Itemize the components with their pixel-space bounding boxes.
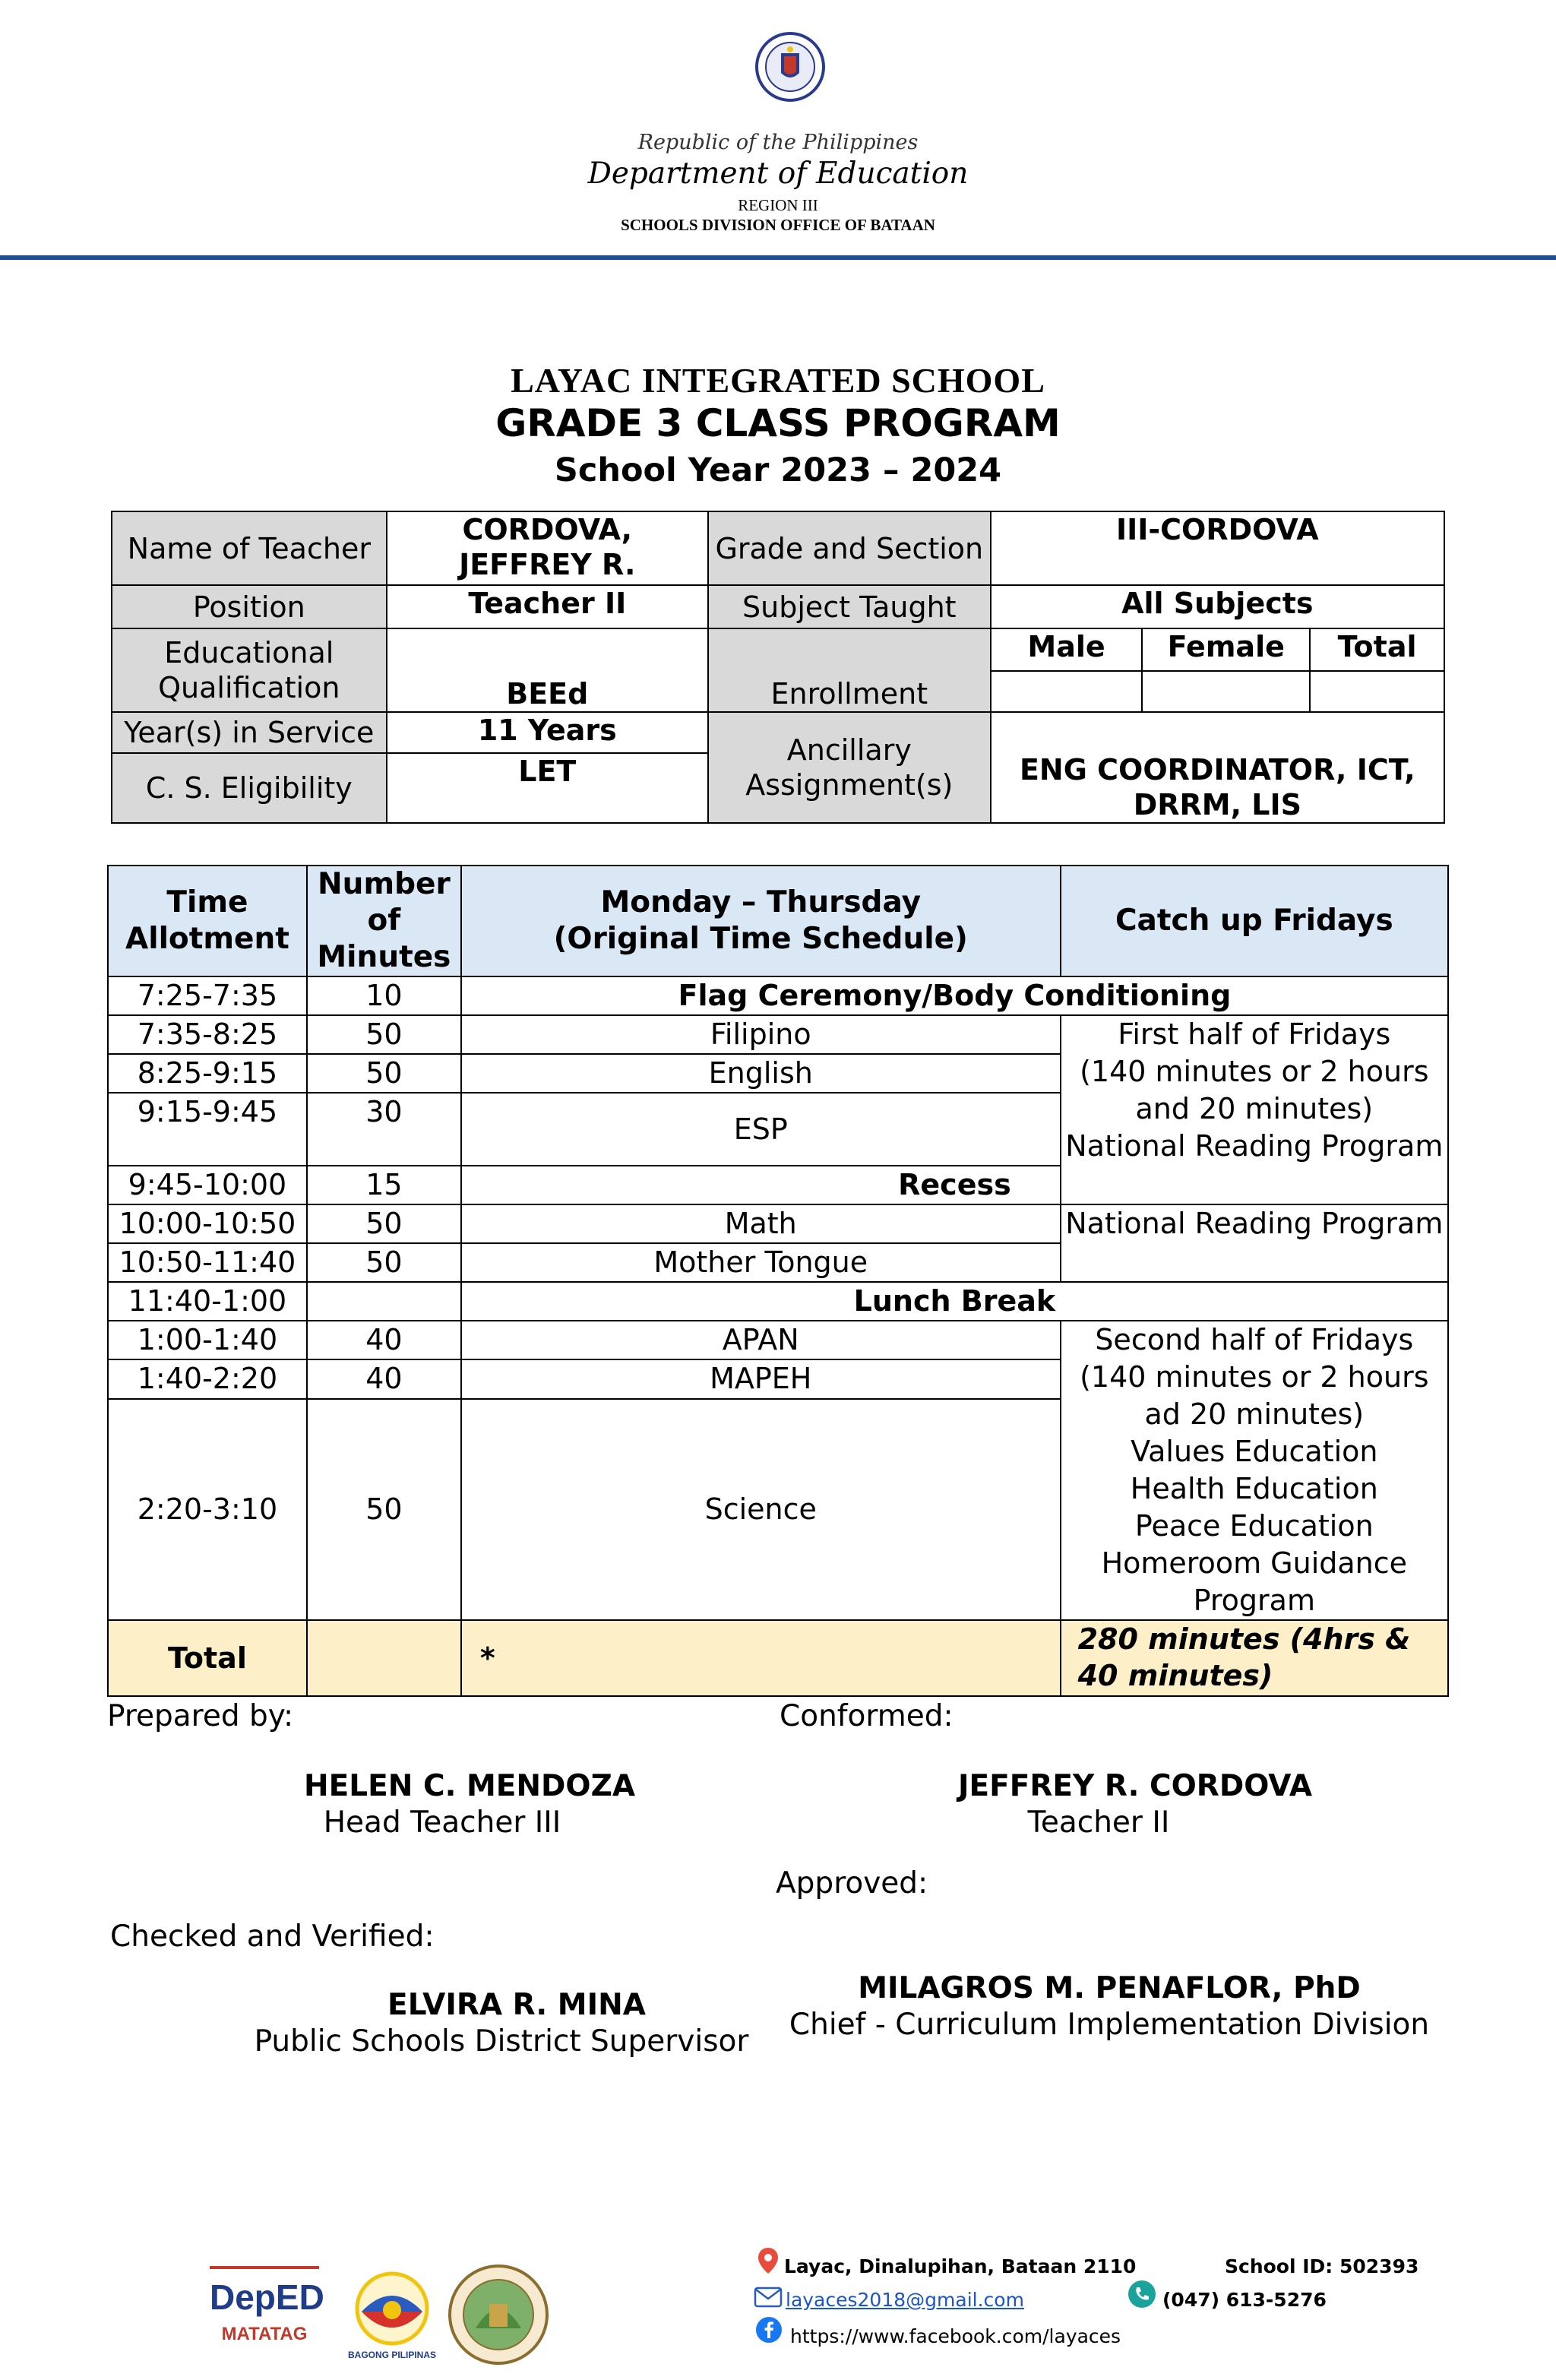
header-friday: Catch up Fridays	[1061, 866, 1448, 976]
minutes-cell: 50	[307, 1015, 461, 1054]
prepared-title: Head Teacher III	[323, 1806, 561, 1840]
total-value	[1310, 671, 1444, 712]
friday-line: Program	[1193, 1584, 1315, 1617]
checked-label: Checked and Verified:	[110, 1920, 435, 1954]
position-label: Position	[112, 585, 387, 628]
facebook-link[interactable]: https://www.facebook.com/layaces	[790, 2325, 1121, 2347]
subject-cell: Lunch Break	[461, 1282, 1448, 1321]
class-schedule-table	[107, 865, 1449, 1697]
minutes-cell: 50	[307, 1054, 461, 1093]
service-value: 11 Years	[387, 712, 708, 753]
educ-label: Educational Qualification	[112, 628, 387, 712]
minutes-cell: 50	[307, 1204, 461, 1243]
friday-line: and 20 minutes)	[1135, 1092, 1374, 1125]
header-time: Time Allotment	[108, 866, 307, 976]
time-cell: 2:20-3:10	[108, 1399, 307, 1621]
total-value-line1: 280 minutes (4hrs &	[1077, 1622, 1411, 1656]
male-label: Male	[991, 628, 1143, 671]
friday-line: Second half of Fridays	[1095, 1323, 1414, 1356]
republic-text: Republic of the Philippines	[637, 131, 919, 154]
phone-icon	[1127, 2280, 1156, 2309]
school-name: LAYAC INTEGRATED SCHOOL	[511, 361, 1045, 400]
time-cell: 7:35-8:25	[108, 1015, 307, 1054]
time-cell: 8:25-9:15	[108, 1054, 307, 1093]
time-cell: 9:45-10:00	[108, 1166, 307, 1204]
time-cell: 10:00-10:50	[108, 1204, 307, 1243]
subject-cell: Mother Tongue	[461, 1243, 1061, 1282]
teacher-label: Name of Teacher	[112, 511, 387, 585]
bagong-pilipinas-logo	[343, 2264, 441, 2368]
friday-line: National Reading Program	[1065, 1129, 1444, 1163]
teacher-info-table	[111, 511, 1445, 824]
total-value-line2: 40 minutes)	[1077, 1659, 1273, 1692]
teacher-value: CORDOVA, JEFFREY R.	[387, 511, 708, 585]
friday-block-2: National Reading Program	[1061, 1204, 1448, 1282]
bagong-pilipinas-emblem-icon	[343, 2264, 441, 2348]
approved-title: Chief - Curriculum Implementation Division	[789, 2008, 1430, 2042]
total-value	[1061, 1620, 1448, 1696]
matatag-text: MATATAG	[221, 2324, 308, 2344]
total-label: Total	[108, 1620, 307, 1696]
division-text: SCHOOLS DIVISION OFFICE OF BATAAN	[621, 216, 935, 234]
friday-line: First half of Fridays	[1118, 1018, 1391, 1051]
female-value	[1142, 671, 1310, 712]
friday-line: Homeroom Guidance	[1101, 1546, 1408, 1580]
eligibility-label: C. S. Eligibility	[112, 753, 387, 823]
friday-line: Peace Education	[1134, 1509, 1374, 1543]
subject-value: All Subjects	[991, 585, 1444, 628]
friday-line: (140 minutes or 2 hours	[1080, 1360, 1429, 1394]
minutes-cell: 50	[307, 1399, 461, 1621]
enrollment-label: Enrollment	[708, 628, 991, 712]
school-seal-logo	[445, 2260, 552, 2372]
eligibility-value: LET	[387, 753, 708, 823]
time-cell: 10:50-11:40	[108, 1243, 307, 1282]
prepared-label: Prepared by:	[107, 1699, 294, 1733]
time-cell: 9:15-9:45	[108, 1093, 307, 1166]
friday-block-3	[1061, 1321, 1448, 1620]
subject-cell: ESP	[461, 1093, 1061, 1166]
deped-matatag-logo	[210, 2266, 324, 2365]
minutes-cell: 10	[307, 976, 461, 1015]
grade-label: Grade and Section	[708, 511, 991, 585]
total-star: *	[461, 1620, 1061, 1696]
region-text: REGION III	[738, 196, 818, 214]
approved-label: Approved:	[776, 1866, 928, 1901]
subject-cell: Recess	[461, 1166, 1448, 1204]
email-link[interactable]: layaces2018@gmail.com	[786, 2289, 1024, 2311]
subject-cell: APAN	[461, 1321, 1061, 1359]
grade-value: III-CORDOVA	[991, 511, 1444, 585]
minutes-cell: 40	[307, 1321, 461, 1359]
header-mon-thu-line1: Monday – Thursday	[600, 885, 921, 919]
header-minutes: Number of Minutes	[307, 866, 461, 976]
position-value: Teacher II	[387, 585, 708, 628]
conformed-name: JEFFREY R. CORDOVA	[957, 1769, 1313, 1803]
total-minutes-cell	[307, 1620, 461, 1696]
ancillary-label: Ancillary Assignment(s)	[708, 712, 991, 823]
friday-line: Values Education	[1131, 1435, 1378, 1468]
subject-cell: Flag Ceremony/Body Conditioning	[461, 976, 1448, 1015]
email-icon	[754, 2286, 783, 2309]
ancillary-value: ENG COORDINATOR, ICT, DRRM, LIS	[991, 712, 1444, 823]
subject-cell: English	[461, 1054, 1061, 1093]
female-label: Female	[1142, 628, 1310, 671]
subject-cell: MAPEH	[461, 1359, 1061, 1398]
time-cell: 11:40-1:00	[108, 1282, 307, 1321]
subject-cell: Filipino	[461, 1015, 1061, 1054]
minutes-cell: 30	[307, 1093, 461, 1166]
deped-logo-text: DepED	[210, 2277, 324, 2317]
time-cell: 1:00-1:40	[108, 1321, 307, 1359]
minutes-cell	[307, 1282, 461, 1321]
friday-line: (140 minutes or 2 hours	[1080, 1055, 1429, 1088]
subject-cell: Math	[461, 1204, 1061, 1243]
prepared-name: HELEN C. MENDOZA	[303, 1769, 636, 1803]
bagong-pilipinas-text: BAGONG PILIPINAS	[347, 2350, 436, 2360]
approved-name: MILAGROS M. PENAFLOR, PhD	[858, 1971, 1361, 2005]
header-mon-thu-line2: (Original Time Schedule)	[553, 922, 968, 956]
address-text: Layac, Dinalupihan, Bataan 2110	[784, 2255, 1137, 2277]
friday-line: Health Education	[1130, 1472, 1378, 1505]
minutes-cell: 15	[307, 1166, 461, 1204]
educ-value: BEEd	[387, 628, 708, 712]
friday-line: ad 20 minutes)	[1144, 1397, 1365, 1431]
subject-label: Subject Taught	[708, 585, 991, 628]
conformed-label: Conformed:	[780, 1699, 954, 1733]
time-cell: 7:25-7:35	[108, 976, 307, 1015]
service-label: Year(s) in Service	[112, 712, 387, 753]
program-title: GRADE 3 CLASS PROGRAM	[495, 401, 1061, 445]
checked-title: Public Schools District Supervisor	[254, 2024, 749, 2059]
minutes-cell: 50	[307, 1243, 461, 1282]
header-divider	[0, 255, 1556, 260]
time-cell: 1:40-2:20	[108, 1359, 307, 1398]
school-year: School Year 2023 – 2024	[554, 451, 1002, 489]
conformed-title: Teacher II	[1027, 1806, 1170, 1840]
subject-cell: Science	[461, 1399, 1061, 1621]
minutes-cell: 40	[307, 1359, 461, 1398]
facebook-icon	[755, 2316, 783, 2344]
checked-name: ELVIRA R. MINA	[387, 1988, 646, 2022]
male-value	[991, 671, 1143, 712]
total-label: Total	[1310, 628, 1444, 671]
location-pin-icon	[757, 2246, 780, 2275]
school-id-text: School ID: 502393	[1225, 2255, 1419, 2277]
department-text: Department of Education	[587, 157, 969, 191]
phone-text: (047) 613-5276	[1162, 2289, 1327, 2311]
deped-seal-logo	[752, 29, 828, 112]
header-mon-thu	[461, 866, 1061, 976]
